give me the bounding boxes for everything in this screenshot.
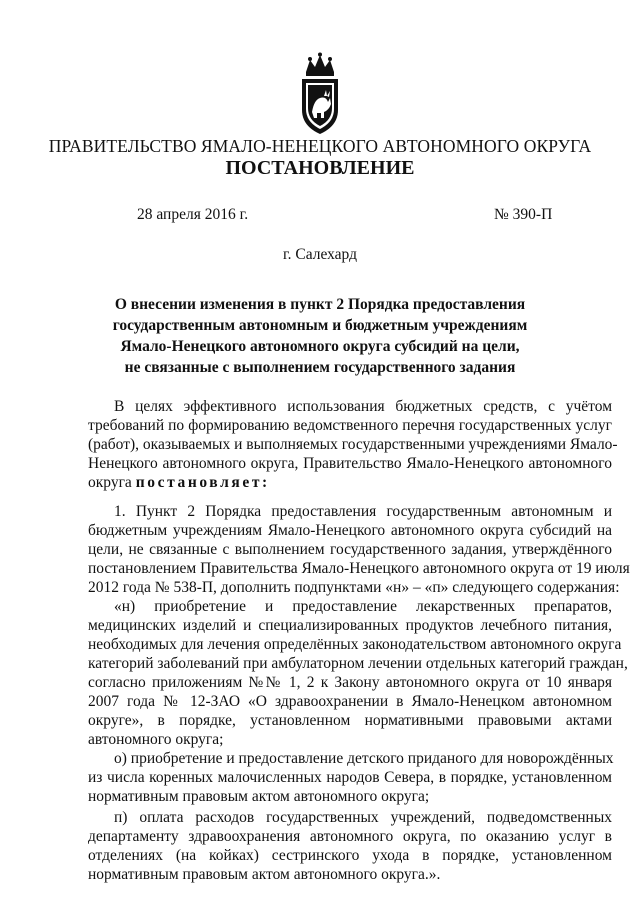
item1-line: цели, не связанные с выполнением государственного задания, утверждённого (88, 541, 612, 558)
preamble-end: округа (88, 474, 132, 491)
sub-p-line: департаменту здравоохранения автономного округа, по оказанию услуг в (88, 828, 612, 845)
sub-p-line: отделениях (на койках) сестринского ухода в порядке, установленном (88, 847, 612, 864)
title-line: Ямало-Ненецкого автономного округа субсидий на цели, (120, 338, 520, 355)
sub-n-line: округе», в порядке, установленном нормативными правовыми актами (88, 712, 612, 729)
sub-n-line: «н) приобретение и предоставление лекарственных препаратов, (114, 598, 612, 615)
sub-n-line: 2007 года № 12-ЗАО «О здравоохранении в Ямало-Ненецком автономном (88, 693, 612, 710)
sub-p-line: п) оплата расходов государственных учреждений, подведомственных (114, 809, 612, 826)
document-city: г. Салехард (283, 246, 357, 263)
sub-o-line: нормативным правовым актом автономного округа; (88, 788, 430, 805)
document-title (0, 294, 640, 378)
preamble-line: Ненецкого автономного округа, Правительство Ямало-Ненецкого автономного (88, 455, 612, 472)
sub-p-line: нормативным правовым актом автономного округа.». (88, 866, 441, 883)
title-line: государственным автономным и бюджетным учреждениям (112, 317, 528, 334)
sub-o-line: о) приобретение и предоставление детского приданого для новорождённых (114, 750, 614, 767)
preamble-line: В целях эффективного использования бюджетных средств, с учётом (114, 398, 612, 415)
sub-n-line: автономного округа; (88, 731, 224, 748)
title-line: О внесении изменения в пункт 2 Порядка предоставления (114, 296, 526, 313)
document-number: № 390-П (494, 206, 553, 223)
preamble-last-line (88, 473, 612, 492)
preamble-line: требований по формированию ведомственного перечня государственных услуг (88, 417, 612, 434)
preamble-line: (работ), оказываемых и выполняемых государственными учреждениями Ямало- (88, 436, 618, 453)
sub-n-line: необходимых для лечения определённых законодательством автономного округа (88, 636, 622, 653)
document-type: ПОСТАНОВЛЕНИЕ (225, 157, 415, 179)
government-name: ПРАВИТЕЛЬСТВО ЯМАЛО-НЕНЕЦКОГО АВТОНОМНОГО ОКРУГА (48, 136, 592, 156)
coat-of-arms-icon (296, 52, 344, 136)
item1-line: постановлением Правительства Ямало-Ненецкого автономного округа от 19 июля (88, 560, 630, 577)
document-date: 28 апреля 2016 г. (137, 206, 249, 223)
item1-line: 1. Пункт 2 Порядка предоставления государственным автономным и (114, 503, 612, 520)
sub-n-line: согласно приложениям №№ 1, 2 к Закону автономного округа от 10 января (88, 674, 612, 691)
title-line: не связанные с выполнением государственного задания (124, 359, 516, 376)
sub-o-line: из числа коренных малочисленных народов Севера, в порядке, установленном (88, 769, 612, 786)
resolves-word: постановляет: (135, 474, 270, 491)
item1-line: 2012 года № 538-П, дополнить подпунктами «н» – «п» следующего содержания: (88, 579, 620, 596)
sub-n-line: категорий заболеваний при амбулаторном лечении отдельных категорий граждан, (88, 655, 628, 672)
sub-n-line: медицинских изделий и специализированных продуктов лечебного питания, (88, 617, 612, 634)
item1-line: бюджетным учреждениям Ямало-Ненецкого автономного округа субсидий на (88, 522, 612, 539)
